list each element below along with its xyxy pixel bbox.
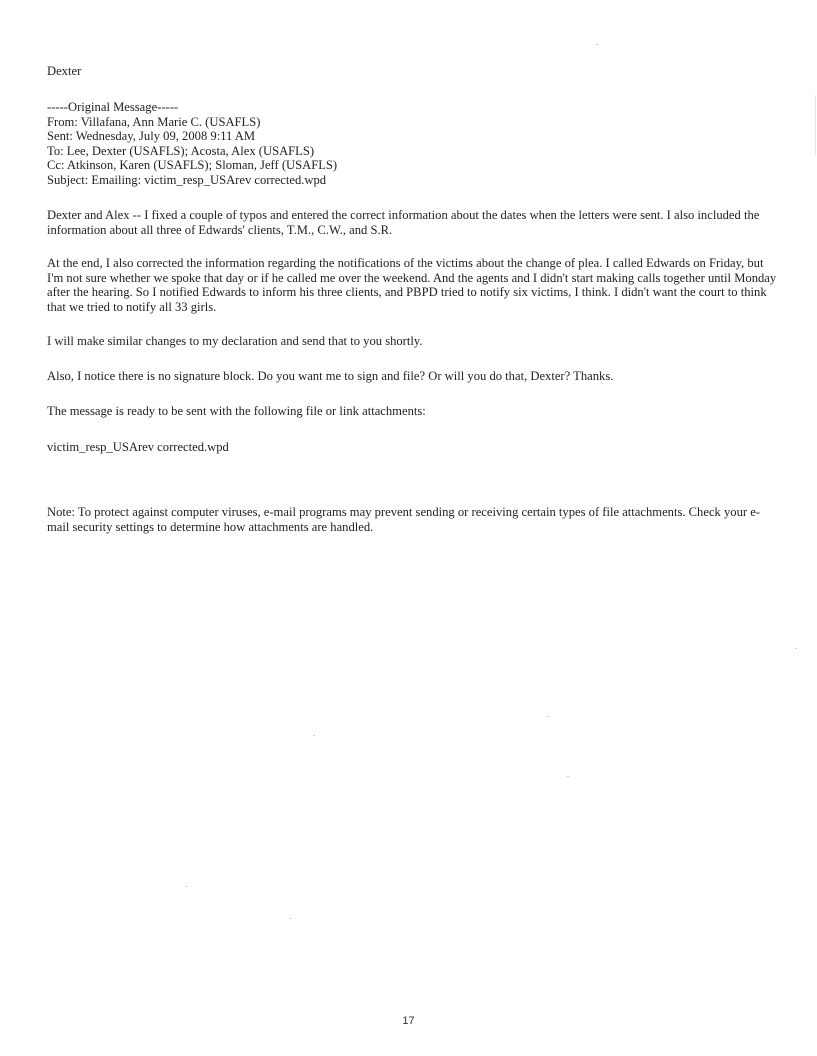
original-message-separator: -----Original Message----- bbox=[47, 100, 179, 114]
attachment-notice: The message is ready to be sent with the following file or link attachments: bbox=[47, 404, 426, 418]
subject-line: Subject: Emailing: victim_resp_USArev corrected.wpd bbox=[47, 172, 327, 187]
scan-edge-mark bbox=[815, 95, 816, 155]
virus-note bbox=[47, 505, 777, 534]
to-line: To: Lee, Dexter (USAFLS); Acosta, Alex (USAFLS) bbox=[47, 143, 315, 158]
original-message-header bbox=[47, 100, 777, 188]
attachment-filename: victim_resp_USArev corrected.wpd bbox=[47, 440, 229, 454]
scan-speck bbox=[185, 886, 187, 887]
body-paragraph-3 bbox=[47, 334, 777, 349]
paragraph-text: Dexter and Alex -- I fixed a couple of typos and entered the correct information about the dates when the letters were sent. I also included the information about all three of Edwards' clients, T.M., C.W., and S.R. bbox=[47, 208, 760, 237]
from-line: From: Villafana, Ann Marie C. (USAFLS) bbox=[47, 114, 261, 129]
paragraph-text: At the end, I also corrected the information regarding the notifications of the victims about the change of plea. I called Edwards on Friday, but I'm not sure whether we spoke that day or if he called me over the weekend. And the agents and I didn't start making calls together until Monday after the hearing. So I notified Edwards to inform his three clients, and PBPD tried to notify six victims, I think. I didn't want the court to think that we tried to notify all 33 girls. bbox=[47, 256, 777, 314]
body-paragraph-4 bbox=[47, 369, 777, 384]
paragraph-text: Also, I notice there is no signature block. Do you want me to sign and file? Or will you do that, Dexter? Thanks. bbox=[47, 369, 614, 383]
body-paragraph-2 bbox=[47, 256, 777, 314]
cc-line: Cc: Atkinson, Karen (USAFLS); Sloman, Jeff (USAFLS) bbox=[47, 158, 338, 173]
sent-line: Sent: Wednesday, July 09, 2008 9:11 AM bbox=[47, 129, 256, 144]
paragraph-text: I will make similar changes to my declaration and send that to you shortly. bbox=[47, 334, 423, 348]
scan-speck bbox=[567, 776, 569, 777]
scan-speck bbox=[313, 735, 315, 736]
signature-name: Dexter bbox=[47, 64, 82, 78]
paragraph-text: Note: To protect against computer viruses, e-mail programs may prevent sending or receiving certain types of file attachments. Check your e-mail security settings to determine how attachments are handled. bbox=[47, 505, 760, 534]
scan-speck bbox=[795, 648, 797, 649]
body-paragraph-1 bbox=[47, 208, 777, 237]
scan-speck bbox=[289, 918, 291, 919]
page-number: 17 bbox=[402, 1015, 415, 1027]
scan-speck bbox=[547, 716, 549, 717]
scan-speck bbox=[596, 44, 598, 45]
